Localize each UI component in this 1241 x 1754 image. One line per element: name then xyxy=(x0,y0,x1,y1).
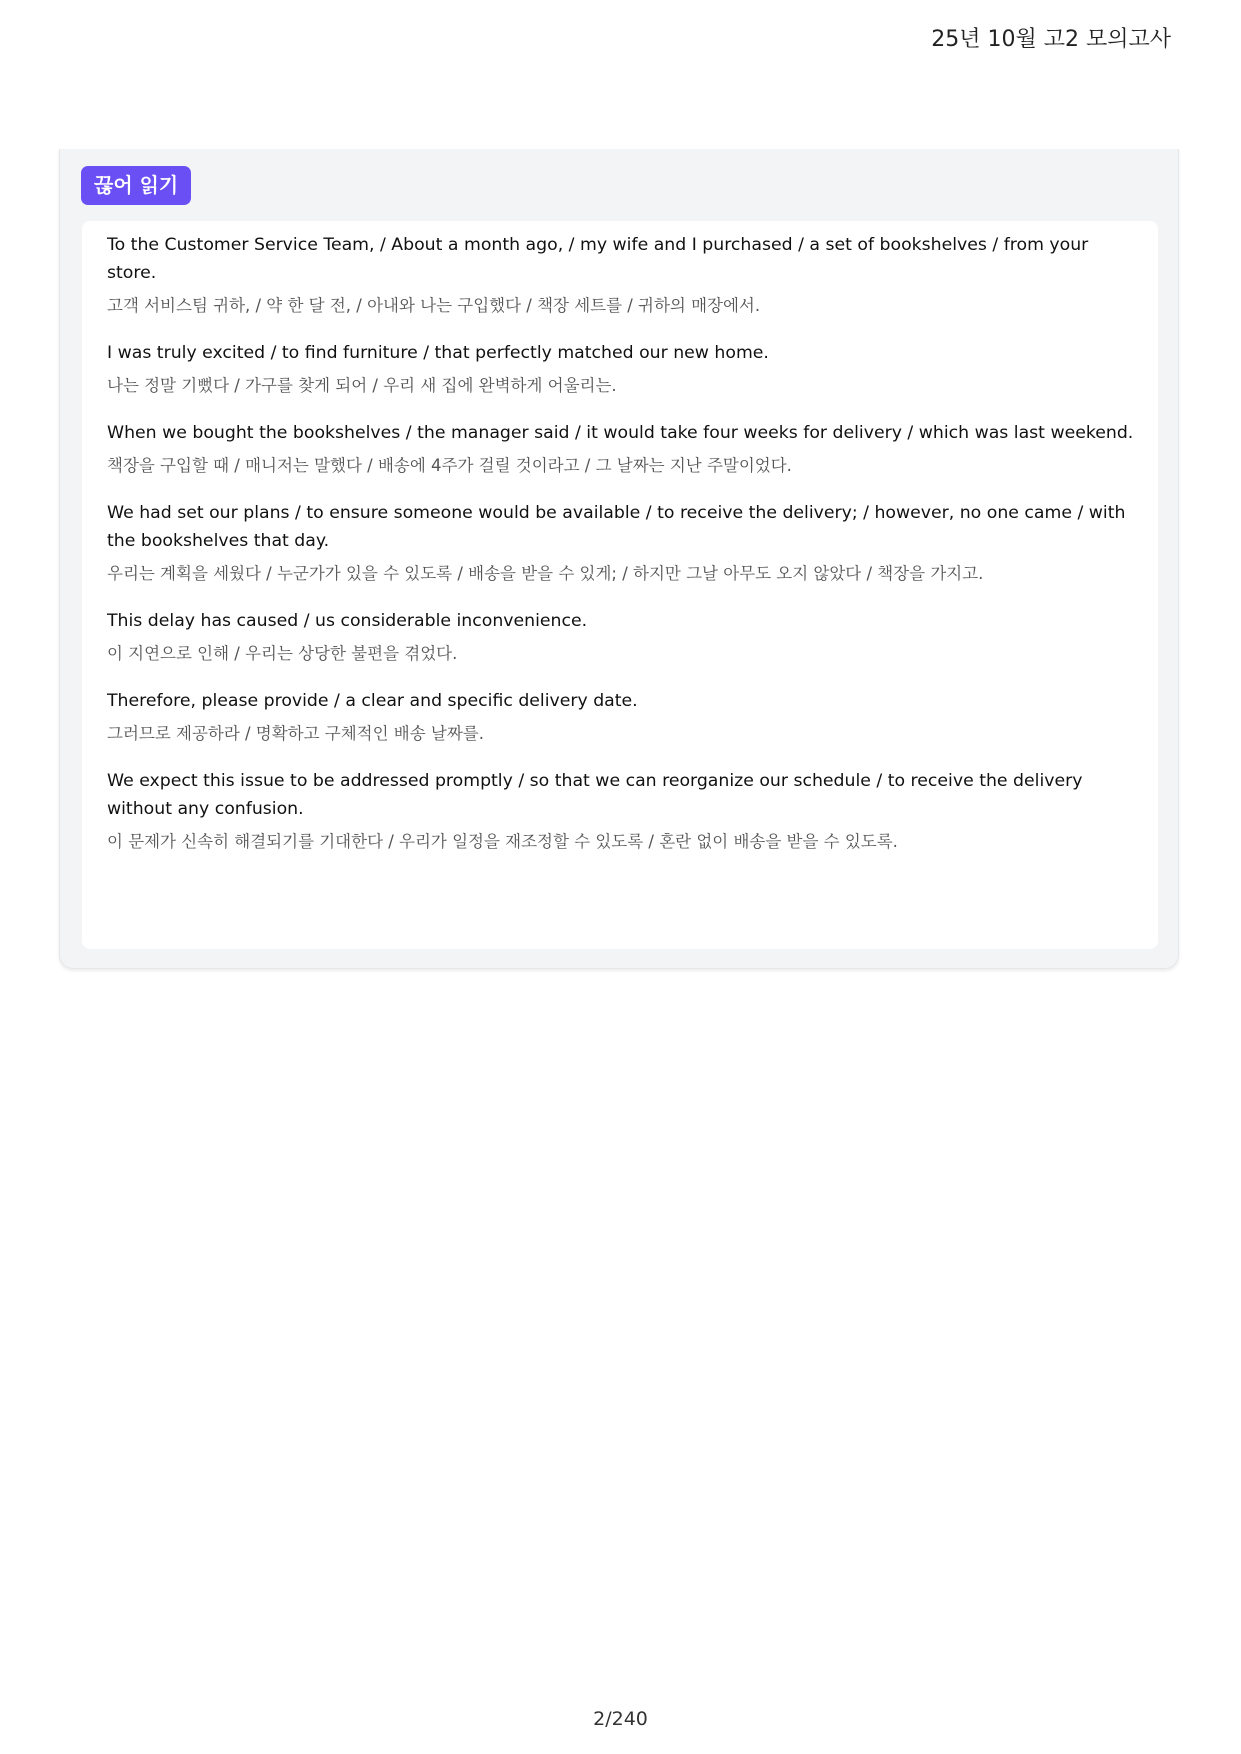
sentence-item xyxy=(107,231,1134,318)
english-sentence: We expect this issue to be addressed promptly / so that we can reorganize our schedule / to receive the delivery without any confusion. xyxy=(107,771,1083,819)
sentence-item xyxy=(107,339,1134,398)
page-number: 2/240 xyxy=(593,1708,648,1730)
english-sentence: To the Customer Service Team, / About a month ago, / my wife and I purchased / a set of bookshelves / from your store. xyxy=(107,235,1089,283)
english-sentence: Therefore, please provide / a clear and specific delivery date. xyxy=(107,691,638,711)
sentence-item xyxy=(107,419,1134,478)
english-sentence: I was truly excited / to find furniture / that perfectly matched our new home. xyxy=(107,343,769,363)
sentence-item xyxy=(107,767,1134,854)
korean-translation: 나는 정말 기뻤다 / 가구를 찾게 되어 / 우리 새 집에 완벽하게 어울리는. xyxy=(107,376,617,395)
section-badge: 끊어 읽기 xyxy=(81,166,191,205)
korean-translation: 이 문제가 신속히 해결되기를 기대한다 / 우리가 일정을 재조정할 수 있도록 / 혼란 없이 배송을 받을 수 있도록. xyxy=(107,832,898,851)
korean-translation: 그러므로 제공하라 / 명확하고 구체적인 배송 날짜를. xyxy=(107,724,484,743)
korean-translation: 책장을 구입할 때 / 매니저는 말했다 / 배송에 4주가 걸릴 것이라고 / 그 날짜는 지난 주말이었다. xyxy=(107,456,792,475)
english-sentence: We had set our plans / to ensure someone would be available / to receive the delivery; / however, no one came / with the bookshelves that day. xyxy=(107,503,1126,551)
korean-translation: 이 지연으로 인해 / 우리는 상당한 불편을 겪었다. xyxy=(107,644,458,663)
document-title: 25년 10월 고2 모의고사 xyxy=(931,27,1171,52)
korean-translation: 고객 서비스팀 귀하, / 약 한 달 전, / 아내와 나는 구입했다 / 책장 세트를 / 귀하의 매장에서. xyxy=(107,296,761,315)
english-sentence: This delay has caused / us considerable inconvenience. xyxy=(107,611,588,631)
korean-translation: 우리는 계획을 세웠다 / 누군가가 있을 수 있도록 / 배송을 받을 수 있게; / 하지만 그날 아무도 오지 않았다 / 책장을 가지고. xyxy=(107,564,984,583)
english-sentence: When we bought the bookshelves / the manager said / it would take four weeks for delivery / which was last weekend. xyxy=(107,423,1134,443)
reading-panel xyxy=(82,221,1158,949)
sentence-item xyxy=(107,499,1134,586)
reading-card xyxy=(59,149,1179,969)
sentence-item xyxy=(107,607,1134,666)
sentence-item xyxy=(107,687,1134,746)
